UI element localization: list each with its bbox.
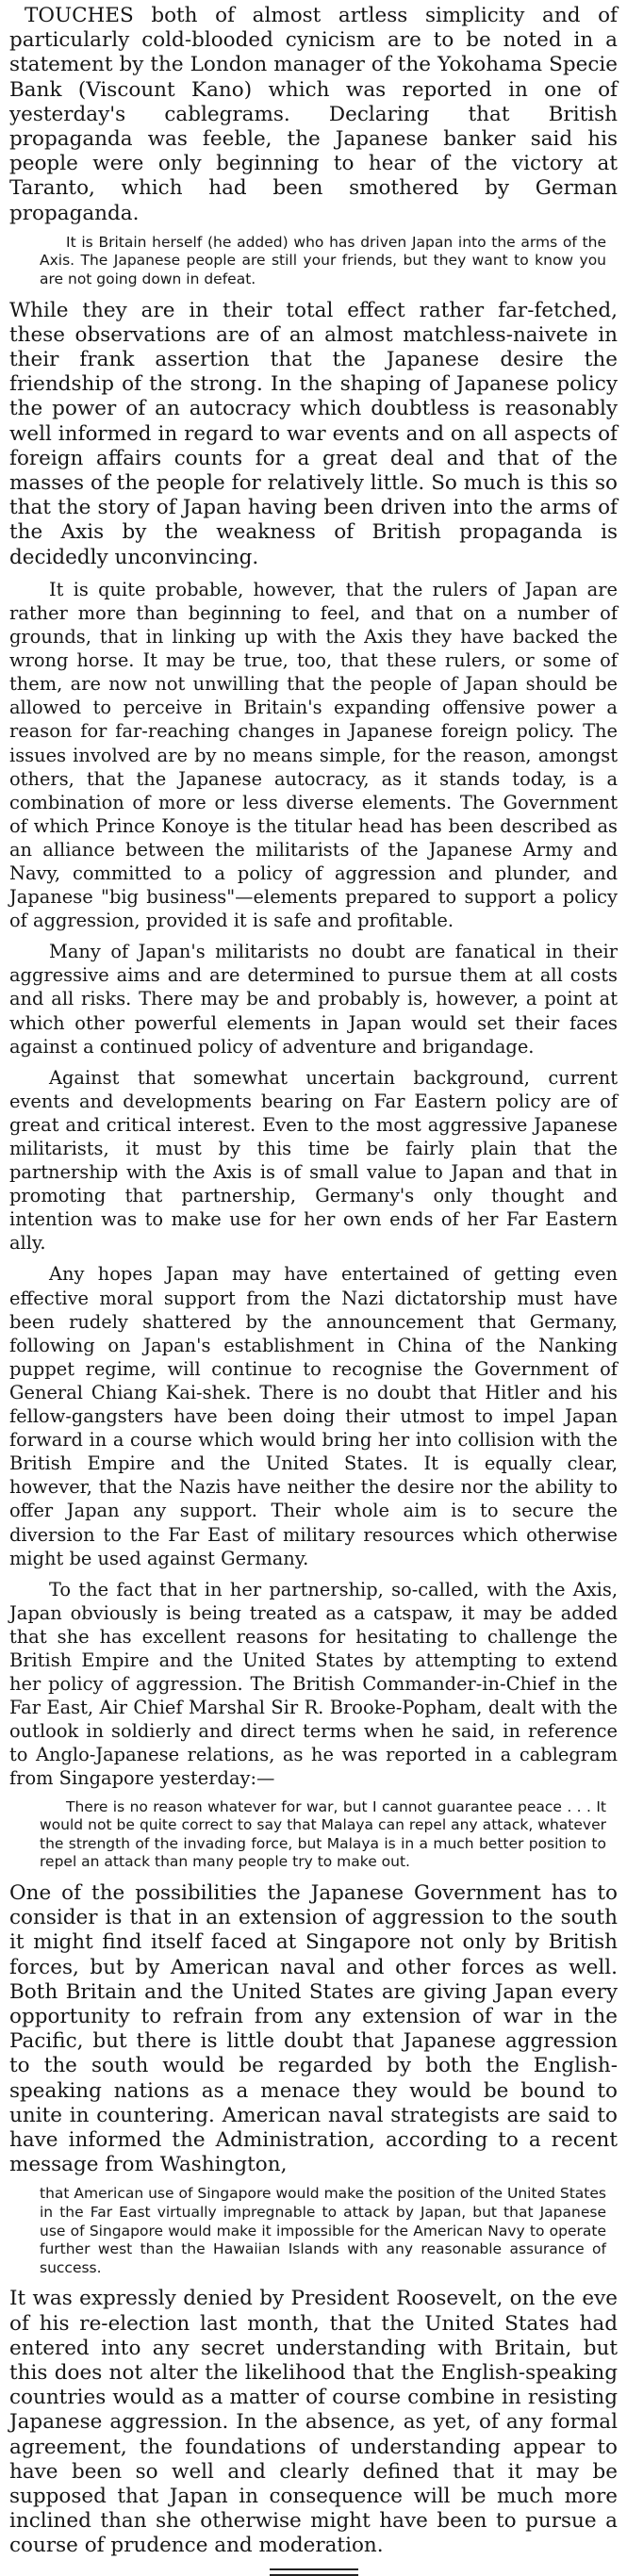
paragraph-7: To the fact that in her partnership, so-called, with the Axis, Japan obviously is being treated as a catspaw, it may be added that she has excellent reasons for hesitating to challenge the British Empire and the United States by attempting to extend her policy of aggression. The British Commander-in-Chief in the Far East, Air Chief Marshal Sir R. Brooke-Popham, dealt with the outlook in soldierly and direct terms when he said, in reference to Anglo-Japanese relations, as he was reported in a cablegram from Singapore yesterday:—	[9, 1578, 618, 1790]
paragraph-2: While they are in their total effect rather far-fetched, these observations are of an almost matchless-naivete in their frank assertion that the Japanese desire the friendship of the strong. In the shaping of Japanese policy the power of an autocracy which doubtless is reasonably well informed in regard to war events and on all aspects of foreign affairs counts for a great deal and that of the masses of the people for relatively little. So much is this so that the story of Japan having been driven into the arms of the Axis by the weakness of British propaganda is decidedly unconvincing.	[9, 298, 618, 569]
paragraph-4: Many of Japan's militarists no doubt are fanatical in their aggressive aims and are determined to pursue them at all costs and all risks. There may be and probably is, however, a point at which other powerful elements in Japan would set their faces against a continued policy of adventure and brigandage.	[9, 941, 618, 1058]
paragraph-5: Against that somewhat uncertain background, current events and developments bearing on Far Eastern policy are of great and critical interest. Even to the most aggressive Japanese militarists, it must by this time be fairly plain that the partnership with the Axis is of small value to Japan and that in promoting that partnership, Germany's only thought and intention was to make use for her own ends of her Far Eastern ally.	[9, 1066, 618, 1255]
paragraph-3: It is quite probable, however, that the rulers of Japan are rather more than beginning to feel, and that on a number of grounds, that in linking up with the Axis they have backed the wrong horse. It may be true, too, that these rulers, or some of them, are now not unwilling that the people of Japan should be allowed to perceive in Britain's expanding offensive power a reason for far-reaching changes in Japanese foreign policy. The issues involved are by no means simple, for the reason, amongst others, that the Japanese autocracy, as it stands today, is a combination of more or less diverse elements. The Government of which Prince Konoye is the titular head has been described as an alliance between the militarists of the Japanese Army and Navy, committed to a policy of aggression and plunder, and Japanese "big business"—elements prepared to support a policy of aggression, provided it is safe and profitable.	[9, 578, 618, 932]
quote-1: It is Britain herself (he added) who has driven Japan into the arms of the Axis. The Japanese people are still your friends, but they want to know you are not going down in defeat.	[40, 233, 606, 288]
end-rule-second	[270, 2574, 358, 2576]
paragraph-1: TOUCHES both of almost artless simplicity and of particularly cold-blooded cynicism are to be noted in a statement by the London manager of the Yokohama Specie Bank (Viscount Kano) which was reported in one of yesterday's cablegrams. Declaring that British propaganda was feeble, the Japanese banker said his people were only beginning to hear of the victory at Taranto, which had been smothered by German propaganda.	[9, 4, 618, 225]
quote-3: that American use of Singapore would make the position of the United States in the Far East virtually impregnable to attack by Japan, but that Japanese use of Singapore would make it impossible for the American Navy to operate further west than the Hawaiian Islands with any reasonable assurance of success.	[40, 2185, 606, 2276]
quote-2: There is no reason whatever for war, but I cannot guarantee peace . . . It would not be quite correct to say that Malaya can repel any attack, whatever the strength of the invading force, but Malaya is in a much better position to repel an attack than many people try to make out.	[40, 1797, 606, 1871]
paragraph-6: Any hopes Japan may have entertained of getting even effective moral support from the Nazi dictatorship must have been rudely shattered by the announcement that Germany, following on Japan's establishment in China of the Nanking puppet regime, will continue to recognise the Government of General Chiang Kai-shek. There is no doubt that Hitler and his fellow-gangsters have been doing their utmost to impel Japan forward in a course which would bring her into collision with the British Empire and the United States. It is equally clear, however, that the Nazis have neither the desire nor the ability to offer Japan any support. Their whole aim is to secure the diversion to the Far East of military resources which otherwise might be used against Germany.	[9, 1263, 618, 1569]
paragraph-9: It was expressly denied by President Roosevelt, on the eve of his re-election last month, that the United States had entered into any secret understanding with Britain, but this does not alter the likelihood that the English-speaking countries would as a matter of course combine in resisting Japanese aggression. In the absence, as yet, of any formal agreement, the foundations of understanding appear to have been so well and clearly defined that it may be supposed that Japan in consequence will be much more inclined than she otherwise might have been to pursue a course of prudence and moderation.	[9, 2287, 618, 2558]
end-rule	[270, 2568, 358, 2570]
paragraph-8: One of the possibilities the Japanese Government has to consider is that in an extension of aggression to the south it might find itself faced at Singapore not only by British forces, but by American naval and other forces as well. Both Britain and the United States are giving Japan every opportunity to refrain from any extension of war in the Pacific, but there is little doubt that Japanese aggression to the south would be regarded by both the English-speaking nations as a menace they would be bound to unite in countering. American naval strategists are said to have informed the Administration, according to a recent message from Washington,	[9, 1880, 618, 2177]
